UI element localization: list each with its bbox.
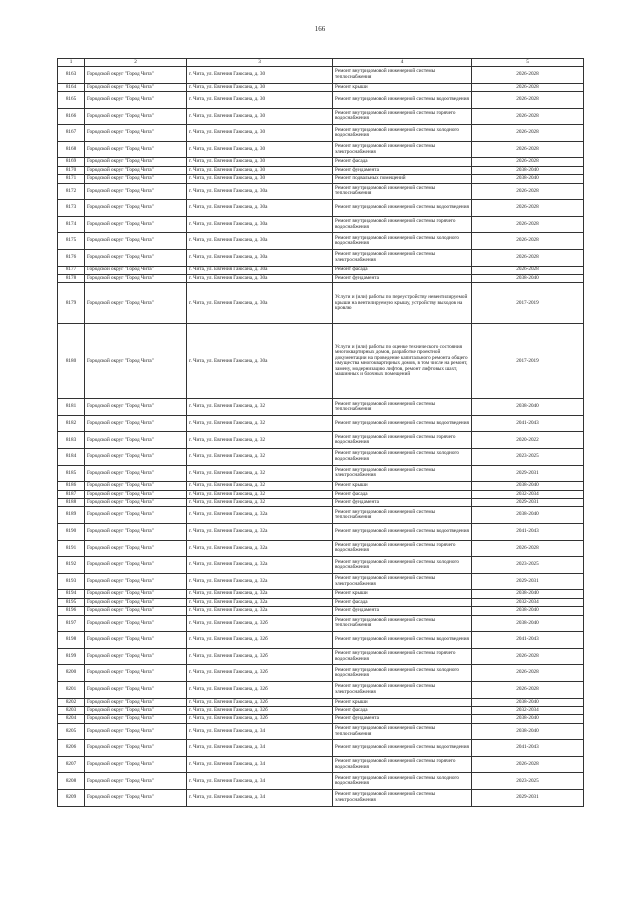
row-number-cell: 8205 <box>58 723 85 740</box>
table-row <box>58 665 584 682</box>
address-cell: г. Чита, ул. Евгения Гаюсана, д. 32б <box>187 665 333 682</box>
district-cell: Городской округ "Город Чита" <box>85 91 187 108</box>
work-type-cell: Ремонт внутридомовой инженерной системы электроснабжения <box>333 141 472 158</box>
address-cell: г. Чита, ул. Евгения Гаюсана, д. 32 <box>187 490 333 498</box>
work-type-cell: Ремонт внутридомовой инженерной системы горячего водоснабжения <box>333 756 472 773</box>
address-cell: г. Чита, ул. Евгения Гаюсана, д. 30 <box>187 175 333 183</box>
period-cell: 2029-2031 <box>472 790 584 807</box>
district-cell: Городской округ "Город Чита" <box>85 158 187 166</box>
address-cell: г. Чита, ул. Евгения Гаюсана, д. 30 <box>187 158 333 166</box>
period-cell: 2026-2028 <box>472 125 584 142</box>
row-number-cell: 8190 <box>58 524 85 541</box>
address-cell: г. Чита, ул. Евгения Гаюсана, д. 32б <box>187 615 333 632</box>
district-cell: Городской округ "Город Чита" <box>85 274 187 282</box>
table-row <box>58 67 584 84</box>
table-row <box>58 740 584 757</box>
period-cell: 2029-2031 <box>472 573 584 590</box>
period-cell: 2026-2028 <box>472 67 584 84</box>
address-cell: г. Чита, ул. Евгения Гаюсана, д. 34 <box>187 773 333 790</box>
row-number-cell: 8203 <box>58 706 85 714</box>
address-cell: г. Чита, ул. Евгения Гаюсана, д. 32а <box>187 557 333 574</box>
table-row <box>58 183 584 200</box>
district-cell: Городской округ "Город Чита" <box>85 415 187 432</box>
row-number-cell: 8184 <box>58 449 85 466</box>
district-cell: Городской округ "Город Чита" <box>85 632 187 649</box>
work-type-cell: Ремонт внутридомовой инженерной системы электроснабжения <box>333 465 472 482</box>
row-number-cell: 8197 <box>58 615 85 632</box>
district-cell: Городской округ "Город Чита" <box>85 324 187 399</box>
row-number-cell: 8201 <box>58 681 85 698</box>
row-number-cell: 8178 <box>58 274 85 282</box>
district-cell: Городской округ "Город Чита" <box>85 648 187 665</box>
work-type-cell: Ремонт подвальных помещений <box>333 175 472 183</box>
row-number-cell: 8185 <box>58 465 85 482</box>
district-cell: Городской округ "Город Чита" <box>85 266 187 274</box>
row-number-cell: 8179 <box>58 283 85 324</box>
table-row <box>58 773 584 790</box>
address-cell: г. Чита, ул. Евгения Гаюсана, д. 32а <box>187 540 333 557</box>
table-row <box>58 83 584 91</box>
row-number-cell: 8191 <box>58 540 85 557</box>
work-type-cell: Ремонт внутридомовой инженерной системы горячего водоснабжения <box>333 108 472 125</box>
period-cell: 2041-2043 <box>472 632 584 649</box>
address-cell: г. Чита, ул. Евгения Гаюсана, д. 32 <box>187 499 333 507</box>
table-row <box>58 790 584 807</box>
row-number-cell: 8164 <box>58 83 85 91</box>
row-number-cell: 8168 <box>58 141 85 158</box>
address-cell: г. Чита, ул. Евгения Гаюсана, д. 32а <box>187 590 333 598</box>
address-cell: г. Чита, ул. Евгения Гаюсана, д. 32а <box>187 524 333 541</box>
row-number-cell: 8167 <box>58 125 85 142</box>
table-row <box>58 698 584 706</box>
address-cell: г. Чита, ул. Евгения Гаюсана, д. 30а <box>187 266 333 274</box>
address-cell: г. Чита, ул. Евгения Гаюсана, д. 32б <box>187 698 333 706</box>
address-cell: г. Чита, ул. Евгения Гаюсана, д. 32а <box>187 607 333 615</box>
work-type-cell: Ремонт фасада <box>333 490 472 498</box>
period-cell: 2041-2043 <box>472 415 584 432</box>
period-cell: 2038-2040 <box>472 615 584 632</box>
work-type-cell: Ремонт фасада <box>333 598 472 606</box>
row-number-cell: 8180 <box>58 324 85 399</box>
work-type-cell: Ремонт внутридомовой инженерной системы холодного водоснабжения <box>333 125 472 142</box>
district-cell: Городской округ "Город Чита" <box>85 665 187 682</box>
table-row <box>58 274 584 282</box>
period-cell: 2026-2028 <box>472 108 584 125</box>
district-cell: Городской округ "Город Чита" <box>85 698 187 706</box>
period-cell: 2020-2022 <box>472 432 584 449</box>
period-cell: 2023-2025 <box>472 449 584 466</box>
period-cell: 2038-2040 <box>472 698 584 706</box>
table-row <box>58 266 584 274</box>
work-type-cell: Ремонт внутридомовой инженерной системы теплоснабжения <box>333 67 472 84</box>
row-number-cell: 8174 <box>58 216 85 233</box>
row-number-cell: 8187 <box>58 490 85 498</box>
work-type-cell: Ремонт фундамента <box>333 166 472 174</box>
row-number-cell: 8183 <box>58 432 85 449</box>
work-type-cell: Ремонт внутридомовой инженерной системы водоотведения <box>333 632 472 649</box>
address-cell: г. Чита, ул. Евгения Гаюсана, д. 30а <box>187 249 333 266</box>
capital-repair-table <box>57 58 584 807</box>
row-number-cell: 8199 <box>58 648 85 665</box>
row-number-cell: 8172 <box>58 183 85 200</box>
column-number-2: 2 <box>85 59 187 67</box>
table-row <box>58 615 584 632</box>
table-row <box>58 723 584 740</box>
row-number-cell: 8194 <box>58 590 85 598</box>
period-cell: 2041-2043 <box>472 740 584 757</box>
address-cell: г. Чита, ул. Евгения Гаюсана, д. 30 <box>187 141 333 158</box>
table-row <box>58 465 584 482</box>
district-cell: Городской округ "Город Чита" <box>85 590 187 598</box>
address-cell: г. Чита, ул. Евгения Гаюсана, д. 30а <box>187 216 333 233</box>
period-cell: 2026-2028 <box>472 681 584 698</box>
district-cell: Городской округ "Город Чита" <box>85 465 187 482</box>
work-type-cell: Ремонт внутридомовой инженерной системы водоотведения <box>333 91 472 108</box>
period-cell: 2038-2040 <box>472 274 584 282</box>
row-number-cell: 8202 <box>58 698 85 706</box>
table-row <box>58 632 584 649</box>
address-cell: г. Чита, ул. Евгения Гаюсана, д. 32б <box>187 681 333 698</box>
address-cell: г. Чита, ул. Евгения Гаюсана, д. 32 <box>187 449 333 466</box>
work-type-cell: Ремонт внутридомовой инженерной системы теплоснабжения <box>333 399 472 416</box>
work-type-cell: Ремонт фасада <box>333 706 472 714</box>
column-number-row <box>58 59 584 67</box>
district-cell: Городской округ "Город Чита" <box>85 183 187 200</box>
row-number-cell: 8173 <box>58 200 85 217</box>
district-cell: Городской округ "Город Чита" <box>85 83 187 91</box>
row-number-cell: 8208 <box>58 773 85 790</box>
table-row <box>58 216 584 233</box>
work-type-cell: Ремонт внутридомовой инженерной системы водоотведения <box>333 524 472 541</box>
address-cell: г. Чита, ул. Евгения Гаюсана, д. 30 <box>187 166 333 174</box>
work-type-cell: Ремонт внутридомовой инженерной системы холодного водоснабжения <box>333 557 472 574</box>
period-cell: 2026-2028 <box>472 233 584 250</box>
district-cell: Городской округ "Город Чита" <box>85 557 187 574</box>
work-type-cell: Ремонт крыши <box>333 590 472 598</box>
row-number-cell: 8207 <box>58 756 85 773</box>
row-number-cell: 8198 <box>58 632 85 649</box>
work-type-cell: Услуги и (или) работы по переустройству невентилируемой крыши на вентилируемую крышу, устройству выходов на кровлю <box>333 283 472 324</box>
district-cell: Городской округ "Город Чита" <box>85 790 187 807</box>
table-row <box>58 399 584 416</box>
table-row <box>58 125 584 142</box>
table-row <box>58 607 584 615</box>
work-type-cell: Ремонт фасада <box>333 266 472 274</box>
table-row <box>58 283 584 324</box>
work-type-cell: Ремонт внутридомовой инженерной системы электроснабжения <box>333 249 472 266</box>
address-cell: г. Чита, ул. Евгения Гаюсана, д. 32б <box>187 706 333 714</box>
work-type-cell: Ремонт фасада <box>333 158 472 166</box>
work-type-cell: Ремонт внутридомовой инженерной системы горячего водоснабжения <box>333 432 472 449</box>
column-number-4: 4 <box>333 59 472 67</box>
address-cell: г. Чита, ул. Евгения Гаюсана, д. 30а <box>187 233 333 250</box>
period-cell: 2038-2040 <box>472 723 584 740</box>
district-cell: Городской округ "Город Чита" <box>85 573 187 590</box>
period-cell: 2026-2028 <box>472 756 584 773</box>
address-cell: г. Чита, ул. Евгения Гаюсана, д. 30 <box>187 125 333 142</box>
period-cell: 2032-2034 <box>472 490 584 498</box>
period-cell: 2032-2034 <box>472 706 584 714</box>
address-cell: г. Чита, ул. Евгения Гаюсана, д. 32б <box>187 648 333 665</box>
row-number-cell: 8170 <box>58 166 85 174</box>
table-row <box>58 681 584 698</box>
district-cell: Городской округ "Город Чита" <box>85 399 187 416</box>
period-cell: 2038-2040 <box>472 507 584 524</box>
period-cell: 2029-2031 <box>472 499 584 507</box>
table-row <box>58 598 584 606</box>
table-row <box>58 449 584 466</box>
period-cell: 2041-2043 <box>472 524 584 541</box>
address-cell: г. Чита, ул. Евгения Гаюсана, д. 32а <box>187 507 333 524</box>
row-number-cell: 8195 <box>58 598 85 606</box>
period-cell: 2038-2040 <box>472 482 584 490</box>
table-row <box>58 166 584 174</box>
period-cell: 2038-2040 <box>472 590 584 598</box>
work-type-cell: Ремонт внутридомовой инженерной системы теплоснабжения <box>333 507 472 524</box>
period-cell: 2026-2028 <box>472 216 584 233</box>
address-cell: г. Чита, ул. Евгения Гаюсана, д. 32 <box>187 399 333 416</box>
district-cell: Городской округ "Город Чита" <box>85 233 187 250</box>
district-cell: Городской округ "Город Чита" <box>85 67 187 84</box>
address-cell: г. Чита, ул. Евгения Гаюсана, д. 30а <box>187 283 333 324</box>
district-cell: Городской округ "Город Чита" <box>85 216 187 233</box>
work-type-cell: Ремонт фундамента <box>333 274 472 282</box>
column-number-1: 1 <box>58 59 85 67</box>
row-number-cell: 8200 <box>58 665 85 682</box>
table-row <box>58 590 584 598</box>
period-cell: 2026-2028 <box>472 183 584 200</box>
work-type-cell: Ремонт внутридомовой инженерной системы электроснабжения <box>333 573 472 590</box>
period-cell: 2026-2028 <box>472 540 584 557</box>
district-cell: Городской округ "Город Чита" <box>85 540 187 557</box>
table-row <box>58 415 584 432</box>
district-cell: Городской округ "Город Чита" <box>85 108 187 125</box>
row-number-cell: 8192 <box>58 557 85 574</box>
row-number-cell: 8165 <box>58 91 85 108</box>
table-row <box>58 108 584 125</box>
row-number-cell: 8186 <box>58 482 85 490</box>
district-cell: Городской округ "Город Чита" <box>85 200 187 217</box>
work-type-cell: Ремонт фундамента <box>333 715 472 723</box>
period-cell: 2032-2034 <box>472 598 584 606</box>
row-number-cell: 8209 <box>58 790 85 807</box>
row-number-cell: 8182 <box>58 415 85 432</box>
page-number: 166 <box>314 25 326 33</box>
work-type-cell: Ремонт фундамента <box>333 607 472 615</box>
address-cell: г. Чита, ул. Евгения Гаюсана, д. 34 <box>187 740 333 757</box>
district-cell: Городской округ "Город Чита" <box>85 756 187 773</box>
row-number-cell: 8189 <box>58 507 85 524</box>
table-row <box>58 158 584 166</box>
address-cell: г. Чита, ул. Евгения Гаюсана, д. 34 <box>187 790 333 807</box>
district-cell: Городской округ "Город Чита" <box>85 482 187 490</box>
table-body <box>58 67 584 807</box>
table-row <box>58 499 584 507</box>
district-cell: Городской округ "Город Чита" <box>85 432 187 449</box>
period-cell: 2026-2028 <box>472 158 584 166</box>
work-type-cell: Ремонт внутридомовой инженерной системы горячего водоснабжения <box>333 540 472 557</box>
district-cell: Городской округ "Город Чита" <box>85 449 187 466</box>
work-type-cell: Ремонт внутридомовой инженерной системы холодного водоснабжения <box>333 773 472 790</box>
row-number-cell: 8204 <box>58 715 85 723</box>
column-number-3: 3 <box>187 59 333 67</box>
row-number-cell: 8169 <box>58 158 85 166</box>
district-cell: Городской округ "Город Чита" <box>85 249 187 266</box>
district-cell: Городской округ "Город Чита" <box>85 490 187 498</box>
work-type-cell: Ремонт внутридомовой инженерной системы электроснабжения <box>333 790 472 807</box>
period-cell: 2029-2031 <box>472 465 584 482</box>
row-number-cell: 8176 <box>58 249 85 266</box>
table-row <box>58 524 584 541</box>
period-cell: 2026-2028 <box>472 200 584 217</box>
row-number-cell: 8188 <box>58 499 85 507</box>
column-number-5: 5 <box>472 59 584 67</box>
row-number-cell: 8171 <box>58 175 85 183</box>
address-cell: г. Чита, ул. Евгения Гаюсана, д. 30 <box>187 83 333 91</box>
district-cell: Городской округ "Город Чита" <box>85 615 187 632</box>
district-cell: Городской округ "Город Чита" <box>85 723 187 740</box>
work-type-cell: Ремонт внутридомовой инженерной системы водоотведения <box>333 740 472 757</box>
period-cell: 2038-2040 <box>472 166 584 174</box>
address-cell: г. Чита, ул. Евгения Гаюсана, д. 30 <box>187 108 333 125</box>
table-row <box>58 715 584 723</box>
address-cell: г. Чита, ул. Евгения Гаюсана, д. 30а <box>187 200 333 217</box>
table-row <box>58 91 584 108</box>
period-cell: 2017-2019 <box>472 324 584 399</box>
row-number-cell: 8177 <box>58 266 85 274</box>
period-cell: 2023-2025 <box>472 557 584 574</box>
table-row <box>58 490 584 498</box>
table-row <box>58 200 584 217</box>
district-cell: Городской округ "Город Чита" <box>85 507 187 524</box>
work-type-cell: Ремонт внутридомовой инженерной системы теплоснабжения <box>333 723 472 740</box>
address-cell: г. Чита, ул. Евгения Гаюсана, д. 32 <box>187 482 333 490</box>
work-type-cell: Ремонт внутридомовой инженерной системы теплоснабжения <box>333 615 472 632</box>
work-type-cell: Ремонт внутридомовой инженерной системы холодного водоснабжения <box>333 449 472 466</box>
address-cell: г. Чита, ул. Евгения Гаюсана, д. 32 <box>187 432 333 449</box>
row-number-cell: 8193 <box>58 573 85 590</box>
period-cell: 2017-2019 <box>472 283 584 324</box>
table-row <box>58 432 584 449</box>
work-type-cell: Ремонт внутридомовой инженерной системы водоотведения <box>333 415 472 432</box>
row-number-cell: 8163 <box>58 67 85 84</box>
table-row <box>58 249 584 266</box>
period-cell: 2026-2028 <box>472 91 584 108</box>
table-row <box>58 648 584 665</box>
period-cell: 2026-2028 <box>472 266 584 274</box>
district-cell: Городской округ "Город Чита" <box>85 773 187 790</box>
period-cell: 2038-2040 <box>472 607 584 615</box>
period-cell: 2038-2040 <box>472 175 584 183</box>
table-row <box>58 482 584 490</box>
address-cell: г. Чита, ул. Евгения Гаюсана, д. 30 <box>187 91 333 108</box>
table-row <box>58 233 584 250</box>
district-cell: Городской округ "Город Чита" <box>85 740 187 757</box>
district-cell: Городской округ "Город Чита" <box>85 283 187 324</box>
address-cell: г. Чита, ул. Евгения Гаюсана, д. 30а <box>187 274 333 282</box>
address-cell: г. Чита, ул. Евгения Гаюсана, д. 32б <box>187 715 333 723</box>
work-type-cell: Ремонт крыши <box>333 698 472 706</box>
address-cell: г. Чита, ул. Евгения Гаюсана, д. 32 <box>187 415 333 432</box>
period-cell: 2026-2028 <box>472 141 584 158</box>
period-cell: 2026-2028 <box>472 665 584 682</box>
row-number-cell: 8181 <box>58 399 85 416</box>
address-cell: г. Чита, ул. Евгения Гаюсана, д. 32б <box>187 632 333 649</box>
district-cell: Городской округ "Город Чита" <box>85 598 187 606</box>
address-cell: г. Чита, ул. Евгения Гаюсана, д. 32а <box>187 598 333 606</box>
work-type-cell: Ремонт внутридомовой инженерной системы горячего водоснабжения <box>333 216 472 233</box>
address-cell: г. Чита, ул. Евгения Гаюсана, д. 34 <box>187 723 333 740</box>
table-row <box>58 573 584 590</box>
period-cell: 2026-2028 <box>472 648 584 665</box>
work-type-cell: Услуги и (или) работы по оценке технического состояния многоквартирных домов, разработке проектной документации на проведение капитального ремонта общего имущества многоквартирных домов, в том числе на ремонт, замену, модернизацию лифтов, ремонт лифтовых шахт, машинных и блочных помещений <box>333 324 472 399</box>
district-cell: Городской округ "Город Чита" <box>85 607 187 615</box>
period-cell: 2026-2028 <box>472 83 584 91</box>
address-cell: г. Чита, ул. Евгения Гаюсана, д. 32а <box>187 573 333 590</box>
address-cell: г. Чита, ул. Евгения Гаюсана, д. 30а <box>187 324 333 399</box>
period-cell: 2038-2040 <box>472 715 584 723</box>
table-row <box>58 706 584 714</box>
work-type-cell: Ремонт внутридомовой инженерной системы электроснабжения <box>333 681 472 698</box>
work-type-cell: Ремонт внутридомовой инженерной системы теплоснабжения <box>333 183 472 200</box>
address-cell: г. Чита, ул. Евгения Гаюсана, д. 32 <box>187 465 333 482</box>
work-type-cell: Ремонт внутридомовой инженерной системы горячего водоснабжения <box>333 648 472 665</box>
work-type-cell: Ремонт фундамента <box>333 499 472 507</box>
work-type-cell: Ремонт внутридомовой инженерной системы водоотведения <box>333 200 472 217</box>
address-cell: г. Чита, ул. Евгения Гаюсана, д. 30а <box>187 183 333 200</box>
address-cell: г. Чита, ул. Евгения Гаюсана, д. 30 <box>187 67 333 84</box>
work-type-cell: Ремонт внутридомовой инженерной системы холодного водоснабжения <box>333 233 472 250</box>
table-row <box>58 507 584 524</box>
district-cell: Городской округ "Город Чита" <box>85 141 187 158</box>
row-number-cell: 8196 <box>58 607 85 615</box>
period-cell: 2023-2025 <box>472 773 584 790</box>
table-row <box>58 324 584 399</box>
period-cell: 2038-2040 <box>472 399 584 416</box>
district-cell: Городской округ "Город Чита" <box>85 125 187 142</box>
work-type-cell: Ремонт крыши <box>333 482 472 490</box>
row-number-cell: 8206 <box>58 740 85 757</box>
table-row <box>58 756 584 773</box>
period-cell: 2026-2028 <box>472 249 584 266</box>
work-type-cell: Ремонт крыши <box>333 83 472 91</box>
district-cell: Городской округ "Город Чита" <box>85 499 187 507</box>
district-cell: Городской округ "Город Чита" <box>85 681 187 698</box>
row-number-cell: 8175 <box>58 233 85 250</box>
work-type-cell: Ремонт внутридомовой инженерной системы холодного водоснабжения <box>333 665 472 682</box>
table-row <box>58 141 584 158</box>
table-row <box>58 175 584 183</box>
table-row <box>58 540 584 557</box>
table-row <box>58 557 584 574</box>
district-cell: Городской округ "Город Чита" <box>85 706 187 714</box>
row-number-cell: 8166 <box>58 108 85 125</box>
district-cell: Городской округ "Город Чита" <box>85 166 187 174</box>
district-cell: Городской округ "Город Чита" <box>85 524 187 541</box>
address-cell: г. Чита, ул. Евгения Гаюсана, д. 34 <box>187 756 333 773</box>
district-cell: Городской округ "Город Чита" <box>85 175 187 183</box>
district-cell: Городской округ "Город Чита" <box>85 715 187 723</box>
